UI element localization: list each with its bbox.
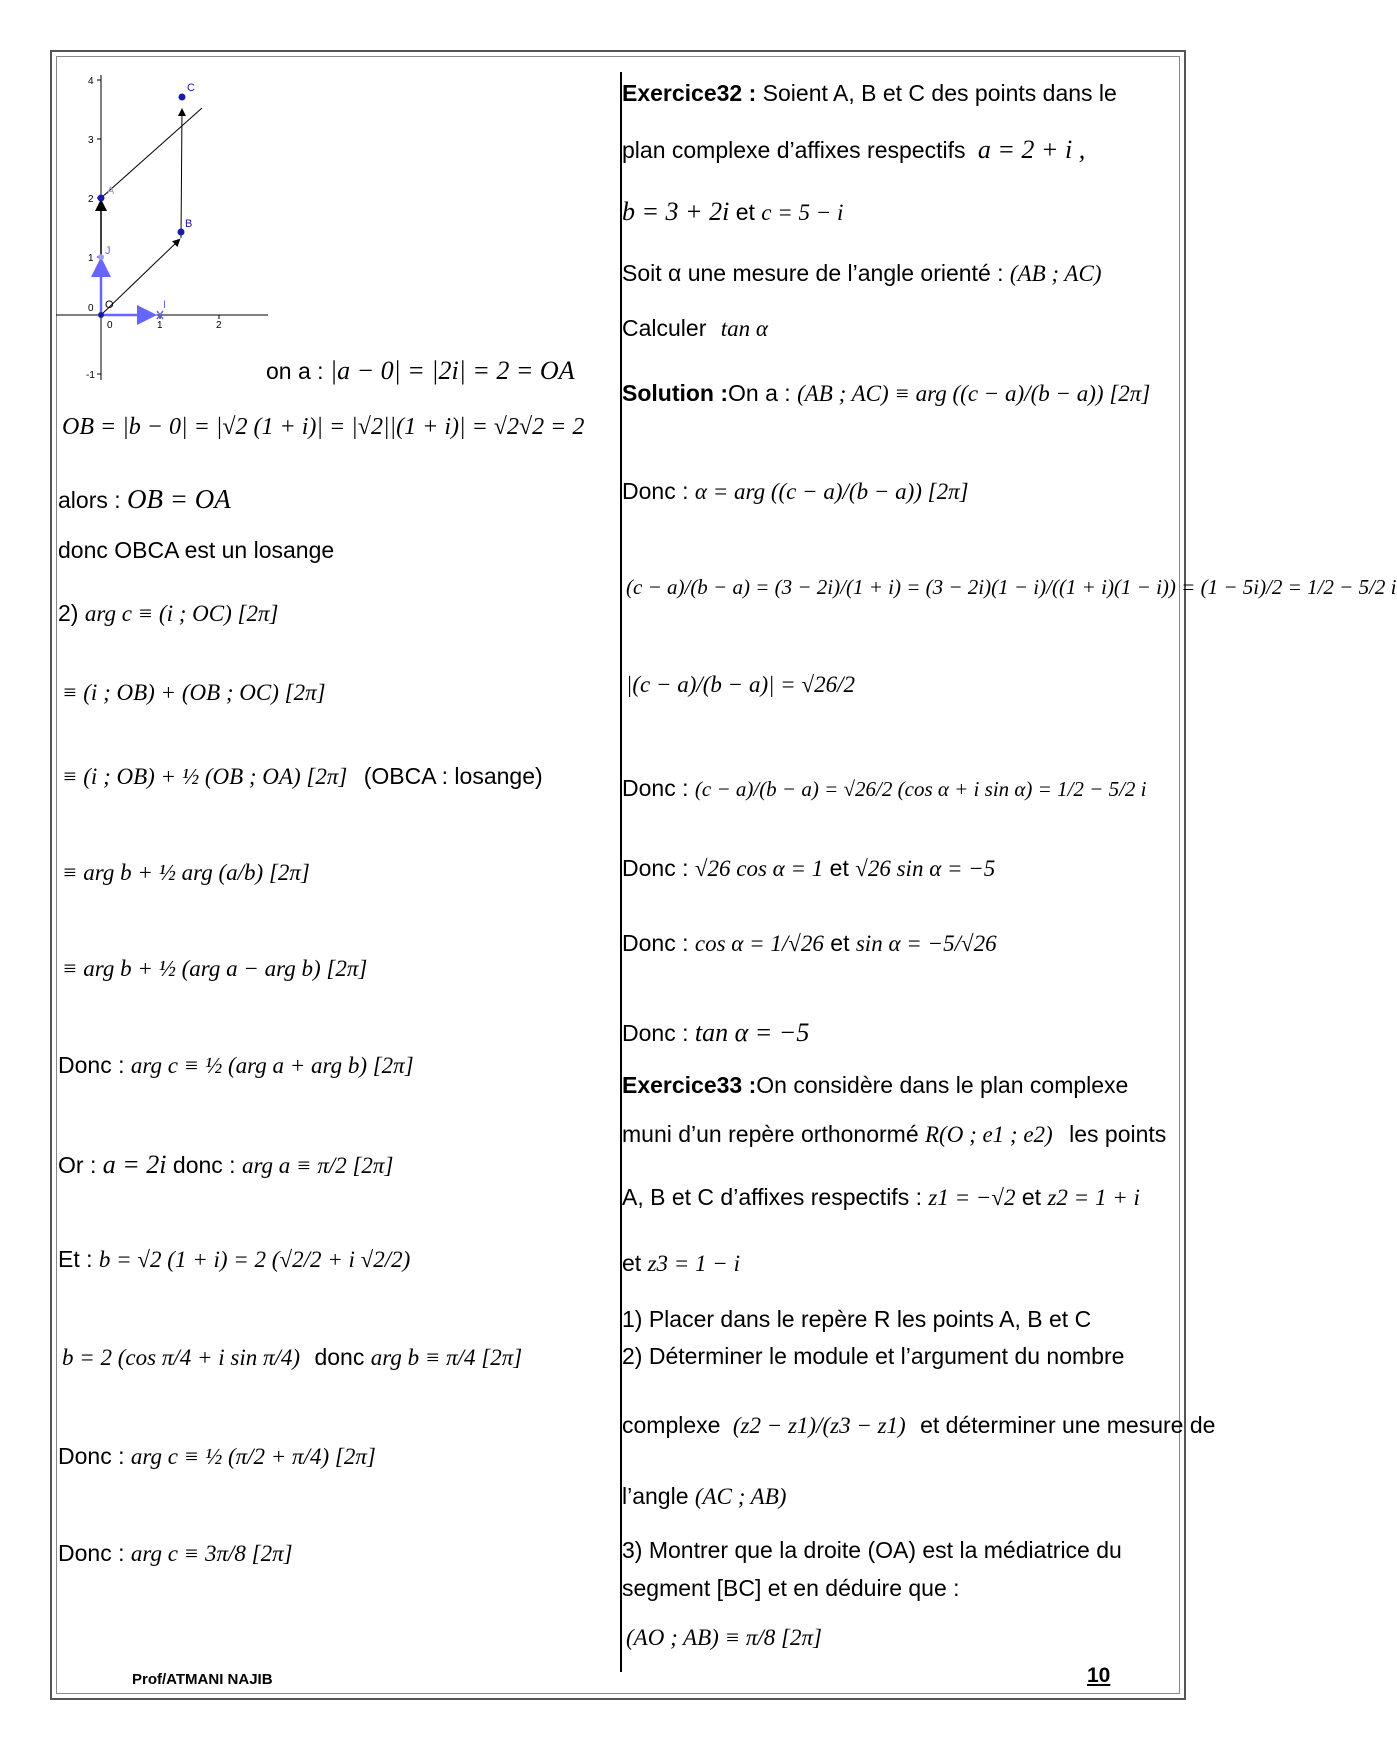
- point-B: [178, 229, 185, 236]
- point-O: [98, 312, 104, 318]
- left-line-11: Or : a = 2i donc : arg a ≡ π/2 [2π]: [58, 1150, 394, 1179]
- svg-text:2: 2: [88, 194, 94, 205]
- solution-line-8: Donc : tan α = −5: [622, 1018, 810, 1047]
- left-line-8: ≡ arg b + ½ arg (a/b) [2π]: [62, 860, 310, 885]
- left-line-10: Donc : arg c ≡ ½ (arg a + arg b) [2π]: [58, 1052, 414, 1078]
- left-line-7: ≡ (i ; OB) + ½ (OB ; OA) [2π] (OBCA : losange): [62, 763, 543, 789]
- solution-line-3: (c − a)/(b − a) = (3 − 2i)/(1 + i) = (3 − 2i)(1 − i)/((1 + i)(1 − i)) = (1 − 5i)/2 = 1/2 − 5/2 i: [626, 575, 1397, 599]
- ex33-question-3a: 3) Montrer que la droite (OA) est la médiatrice du: [622, 1537, 1122, 1563]
- ex32-line-3: b = 3 + 2i et c = 5 − i: [622, 197, 844, 226]
- left-line-3: alors : OB = OA: [58, 484, 231, 514]
- left-line-6: ≡ (i ; OB) + (OB ; OC) [2π]: [62, 680, 326, 705]
- left-line-4: donc OBCA est un losange: [58, 537, 335, 563]
- ex32-line-1: Exercice32 : Soient A, B et C des points dans le: [622, 80, 1117, 106]
- footer-author: Prof/ATMANI NAJIB: [132, 1671, 273, 1688]
- point-J: [98, 254, 104, 260]
- label-I: I: [163, 299, 167, 311]
- solution-line-7: Donc : cos α = 1/√26 et sin α = −5/√26: [622, 930, 997, 956]
- solution-line-1: Solution :On a : (AB ; AC) ≡ arg ((c − a)/(b − a)) [2π]: [622, 380, 1151, 406]
- left-line-1: on a : |a − 0| = |2i| = 2 = OA: [266, 356, 575, 385]
- left-line-12: Et : b = √2 (1 + i) = 2 (√2/2 + i √2/2): [58, 1246, 411, 1272]
- svg-text:3: 3: [88, 135, 94, 146]
- footer-page-number: 10: [1087, 1664, 1111, 1687]
- ex33-question-3b: segment [BC] et en déduire que :: [622, 1575, 960, 1601]
- y-tick-3: [88, 135, 101, 146]
- segment-BC: [181, 110, 182, 238]
- solution-line-4: |(c − a)/(b − a)| = √26/2: [626, 672, 855, 697]
- ex33-question-1: 1) Placer dans le repère R les points A, B et C: [622, 1306, 1092, 1332]
- svg-text:1: 1: [157, 320, 163, 331]
- left-line-5: 2) arg c ≡ (i ; OC) [2π]: [58, 600, 279, 626]
- solution-line-2: Donc : α = arg ((c − a)/(b − a)) [2π]: [622, 478, 969, 504]
- y-tick-0: 0: [88, 303, 94, 314]
- left-line-13: b = 2 (cos π/4 + i sin π/4) donc arg b ≡ π/4 [2π]: [62, 1344, 523, 1370]
- solution-line-5: Donc : (c − a)/(b − a) = √26/2 (cos α + i sin α) = 1/2 − 5/2 i: [622, 775, 1147, 801]
- svg-text:1: 1: [88, 253, 94, 264]
- ex32-line-5: Calculer tan α: [622, 315, 768, 341]
- ex33-line-3: A, B et C d’affixes respectifs : z1 = −√2 et z2 = 1 + i: [622, 1184, 1140, 1210]
- svg-text:2: 2: [216, 320, 222, 331]
- solution-line-6: Donc : √26 cos α = 1 et √26 sin α = −5: [622, 855, 996, 881]
- ex33-question-2a: 2) Déterminer le module et l’argument du nombre: [622, 1343, 1125, 1369]
- x-tick-0: 0: [107, 320, 113, 331]
- label-A: A: [107, 185, 115, 197]
- ex33-question-2c: l’angle (AC ; AB): [622, 1483, 787, 1509]
- point-A: [98, 195, 105, 202]
- y-tick-4: [88, 76, 101, 87]
- ex32-line-2: plan complexe d’affixes respectifs a = 2 + i ,: [622, 135, 1086, 164]
- svg-text:4: 4: [88, 76, 94, 87]
- ex33-line-2: muni d’un repère orthonormé R(O ; e1 ; e2) les points: [622, 1121, 1167, 1147]
- complex-plane-graph: [56, 70, 276, 386]
- left-line-2: OB = |b − 0| = |√2 (1 + i)| = |√2||(1 + i)| = √2√2 = 2: [62, 414, 585, 440]
- ex33-question-2b: complexe (z2 − z1)/(z3 − z1) et déterminer une mesure de: [622, 1412, 1216, 1438]
- left-line-9: ≡ arg b + ½ (arg a − arg b) [2π]: [62, 956, 368, 981]
- point-C: [179, 94, 186, 101]
- ex32-line-4: Soit α une mesure de l’angle orienté : (AB ; AC): [622, 260, 1102, 286]
- ex33-line-4: et z3 = 1 − i: [622, 1250, 740, 1276]
- y-tick-neg1: [86, 370, 101, 381]
- left-line-15: Donc : arg c ≡ 3π/8 [2π]: [58, 1540, 293, 1566]
- svg-text:-1: -1: [86, 370, 95, 381]
- left-line-14: Donc : arg c ≡ ½ (π/2 + π/4) [2π]: [58, 1443, 376, 1469]
- label-B: B: [185, 218, 193, 230]
- label-O: O: [105, 299, 114, 311]
- segment-AC: [101, 108, 202, 198]
- ex33-question-3c: (AO ; AB) ≡ π/8 [2π]: [626, 1625, 822, 1650]
- label-J: J: [105, 245, 111, 257]
- x-tick-2: [216, 315, 222, 331]
- label-C: C: [187, 82, 195, 94]
- ex33-line-1: Exercice33 :On considère dans le plan complexe: [622, 1072, 1129, 1098]
